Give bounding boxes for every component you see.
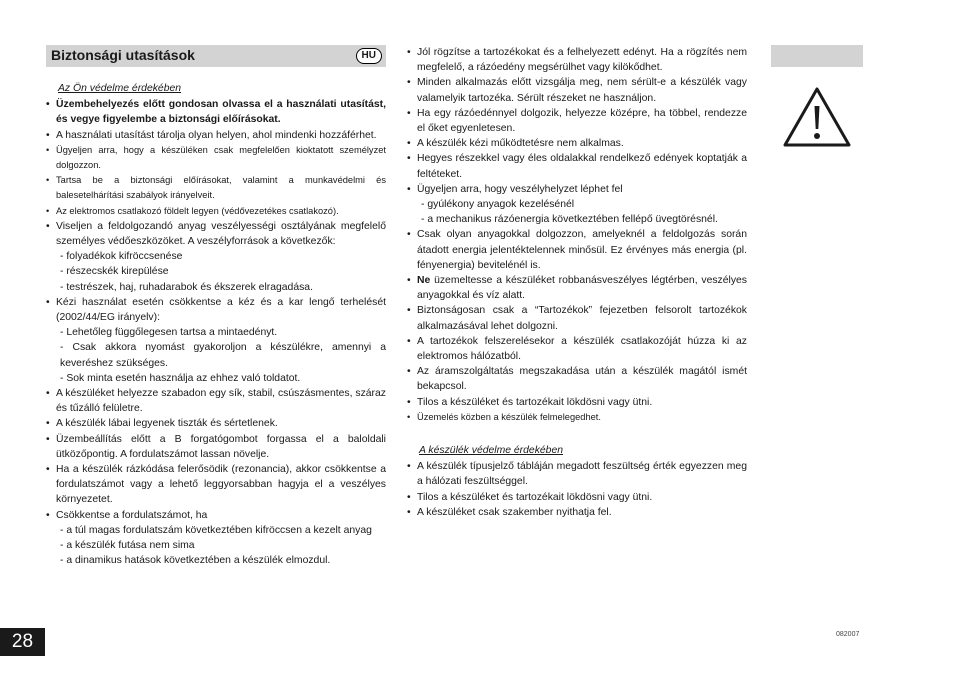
list-item: • A készülék kézi működtetésre nem alkalmas. [407, 136, 747, 151]
list-subitem: - a készülék futása nem sima [60, 540, 195, 552]
list-item: • A használati utasítást tárolja olyan helyen, ahol mindenki hozzáférhet. [46, 128, 386, 143]
list-subitem: - a dinamikus hatások következtében a készülék elmozdul. [60, 555, 331, 567]
subheading-device-protection: A készülék védelme érdekében [419, 445, 564, 457]
middle-list-a [407, 45, 747, 425]
list-item: • Csökkentse a fordulatszámot, ha [46, 508, 386, 523]
list-subitem: - Csak akkora nyomást gyakoroljon a készülékre, amennyi a keveréshez szükséges. [60, 342, 386, 369]
list-item: • Tartsa be a biztonsági előírásokat, valamint a munkavédelmi és balesetelhárítási szabályok irányelveit. [46, 173, 386, 203]
list-subitem: - a túl magas fordulatszám következtében kifröccsen a kezelt anyag [60, 524, 372, 536]
section-title: Biztonsági utasítások [51, 47, 195, 64]
language-badge: HU [356, 48, 382, 64]
page-number: 28 [0, 628, 45, 656]
list-item: • A készüléket helyezze szabadon egy sík, stabil, csúszásmentes, száraz és tűzálló felületre. [46, 386, 386, 416]
list-item: • Minden alkalmazás előtt vizsgálja meg, nem sérült-e a készülék vagy valamelyik tartozéka. Sérült részeket ne használjon. [407, 75, 747, 105]
list-subitem: - Sok minta esetén használja az ehhez való toldatot. [60, 372, 301, 384]
list-subitem: - részecskék kirepülése [60, 266, 169, 278]
list-item: • Az áramszolgáltatás megszakadása után a készülék magától ismét bekapcsol. [407, 364, 747, 394]
right-section-header [771, 45, 863, 67]
list-subitem: - a mechanikus rázóenergia következtében fellépő üvegtörésnél. [421, 214, 718, 226]
left-list [46, 97, 386, 568]
list-item: • Ügyeljen arra, hogy a készüléken csak megfelelően kioktatott személyzet dolgozzon. [46, 143, 386, 173]
list-subitem: - testrészek, haj, ruhadarabok és ékszerek elragadása. [60, 281, 313, 293]
list-item: • Csak olyan anyagokkal dolgozzon, amelyeknél a feldolgozás során átadott energia jelentéktelennek minősül. Ez érvényes más energia (pl. fényenergia) bevitelénél is. [407, 227, 747, 273]
section-header [46, 45, 386, 67]
list-item: • A készülék típusjelző tábláján megadott feszültség érték egyezzen meg a hálózati feszültséggel. [407, 459, 747, 489]
list-subitem: - Lehetőleg függőlegesen tartsa a mintaedényt. [60, 327, 278, 339]
list-item: • Üzemelés közben a készülék felmelegedhet. [407, 410, 747, 425]
list-item: • Kézi használat esetén csökkentse a kéz és a kar lengő terhelését (2002/44/EG irányelv): [46, 295, 386, 325]
list-subitem: - gyúlékony anyagok kezelésénél [421, 199, 575, 211]
list-item: • Biztonságosan csak a “Tartozékok” fejezetben felsorolt tartozékok alkalmazásával lehet dolgozni. [407, 303, 747, 333]
emphasis-word: Ne [417, 275, 431, 287]
list-item: • Üzembeállítás előtt a B forgatógombot forgassa el a baloldali ütközőpontig. A fordulatszámot lassan növelje. [46, 432, 386, 462]
list-item: • A készülék lábai legyenek tiszták és sértetlenek. [46, 416, 386, 431]
list-item: • Tilos a készüléket és tartozékait lökdösni vagy ütni. [407, 395, 747, 410]
list-item: • Ha egy rázóedénnyel dolgozik, helyezze középre, ha többel, rendezze el őket egyenletesen. [407, 106, 747, 136]
list-item: • Jól rögzítse a tartozékokat és a felhelyezett edényt. Ha a rögzítés nem megfelelő, a rázóedény megsérülhet vagy kilökődhet. [407, 45, 747, 75]
list-item: • Ha a készülék rázkódása felerősödik (rezonancia), akkor csökkentse a fordulatszámot vagy a lehető leggyorsabban hagyja el a veszélyes környezetet. [46, 462, 386, 508]
list-item: • Az elektromos csatlakozó földelt legyen (védővezetékes csatlakozó). [46, 204, 386, 219]
document-code: 082007 [836, 631, 860, 638]
middle-column [407, 45, 747, 520]
list-subitem: - folyadékok kifröccsenése [60, 251, 183, 263]
list-item: • Üzembehelyezés előtt gondosan olvassa el a használati utasítást, és vegye figyelembe a biztonsági előírásokat. [46, 97, 386, 127]
middle-list-b [407, 459, 747, 520]
subheading-personal-protection: Az Ön védelme érdekében [58, 83, 182, 94]
list-item-text: üzemeltesse a készüléket robbanásveszélyes légtérben, veszélyes anyagokkal és víz alatt. [417, 275, 747, 302]
list-item: • Tilos a készüléket és tartozékait lökdösni vagy ütni. [407, 490, 747, 505]
left-column [46, 45, 386, 569]
list-item: • A tartozékok felszerelésekor a készülék csatlakozóját húzza ki az elektromos hálózatból. [407, 334, 747, 364]
list-item: • Hegyes részekkel vagy éles oldalakkal rendelkező edények koptatják a feltéteket. [407, 151, 747, 181]
warning-triangle-icon [782, 86, 852, 148]
list-item [407, 273, 747, 303]
list-item: • Viseljen a feldolgozandó anyag veszélyességi osztályának megfelelő személyes védőeszközöket. A veszélyforrások a következők: [46, 219, 386, 249]
list-item: • A készüléket csak szakember nyithatja fel. [407, 505, 747, 520]
list-item: • Ügyeljen arra, hogy veszélyhelyzet léphet fel [407, 182, 747, 197]
